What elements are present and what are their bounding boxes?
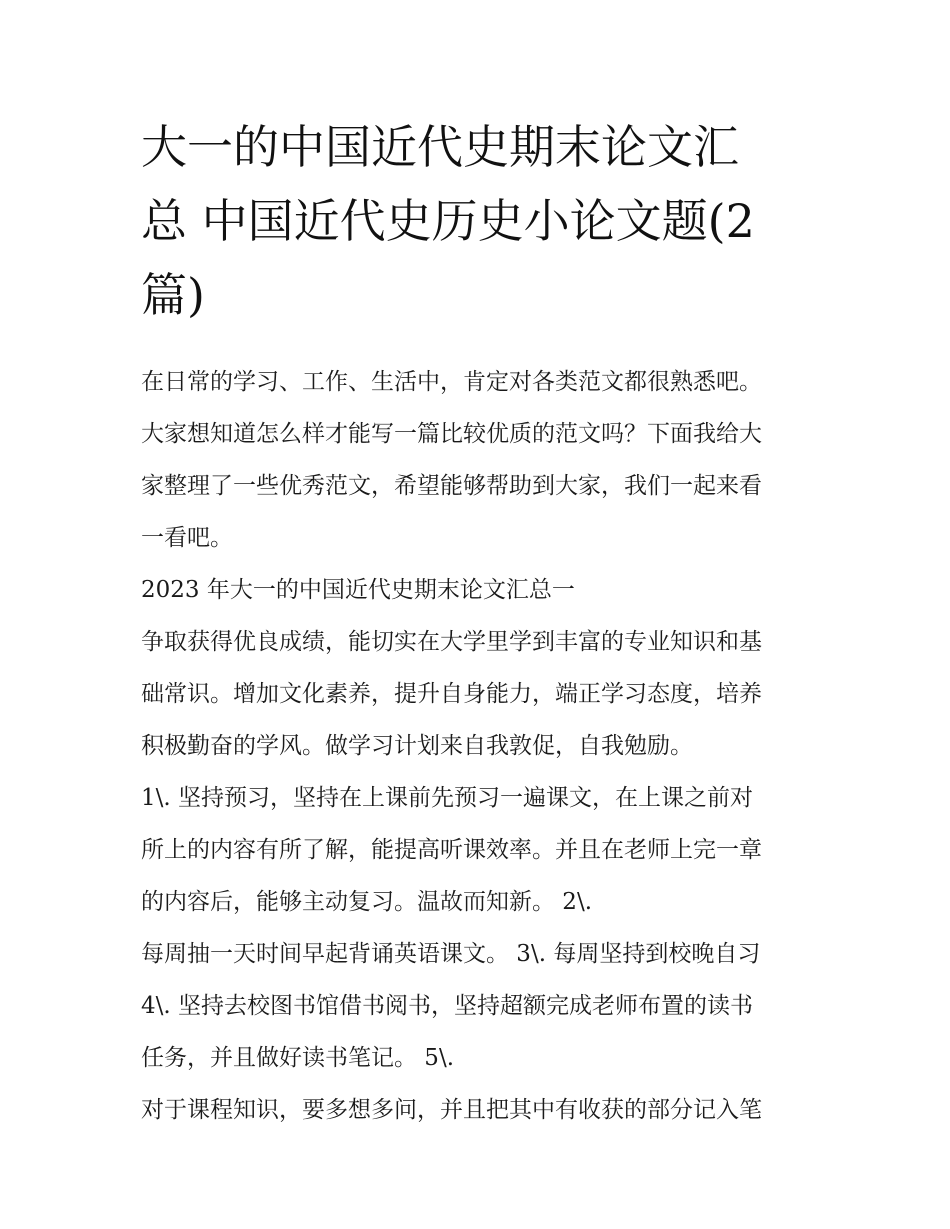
item4-line-1: 4\. 坚持去校图书馆借书阅书，坚持超额完成老师布置的读书	[141, 993, 754, 1019]
item5-line-1: 对于课程知识，要多想多问，并且把其中有收获的部分记入笔	[141, 1097, 762, 1123]
intro-line-1: 在日常的学习、工作、生活中，肯定对各类范文都很熟悉吧。	[141, 369, 762, 395]
title-line-3: 篇)	[141, 268, 205, 322]
item1-line-3: 的内容后，能够主动复习。温故而知新。 2\.	[141, 889, 593, 915]
document-title	[141, 110, 821, 332]
title-line-2: 总 中国近代史历史小论文题(2	[141, 194, 755, 248]
item2-line-1: 每周抽一天时间早起背诵英语课文。 3\. 每周坚持到校晚自习	[141, 941, 761, 967]
item1-line-2: 所上的内容有所了解，能提高听课效率。并且在老师上完一章	[141, 837, 762, 863]
para1-line-3: 积极勤奋的学风。做学习计划来自我敦促，自我勉励。	[141, 733, 693, 759]
intro-line-2: 大家想知道怎么样才能写一篇比较优质的范文吗？下面我给大	[141, 421, 762, 447]
document-body	[141, 356, 821, 1136]
intro-line-3: 家整理了一些优秀范文，希望能够帮助到大家，我们一起来看	[141, 473, 762, 499]
para1-line-2: 础常识。增加文化素养，提升自身能力，端正学习态度，培养	[141, 681, 762, 707]
intro-line-4: 一看吧。	[141, 525, 233, 551]
para1-line-1: 争取获得优良成绩，能切实在大学里学到丰富的专业知识和基	[141, 629, 762, 655]
item1-line-1: 1\. 坚持预习，坚持在上课前先预习一遍课文，在上课之前对	[141, 785, 754, 811]
section-heading: 2023 年大一的中国近代史期末论文汇总一	[141, 577, 575, 603]
document-content	[141, 110, 821, 1136]
item4-line-2: 任务，并且做好读书笔记。 5\.	[141, 1045, 455, 1071]
title-line-1: 大一的中国近代史期末论文汇	[141, 120, 739, 174]
